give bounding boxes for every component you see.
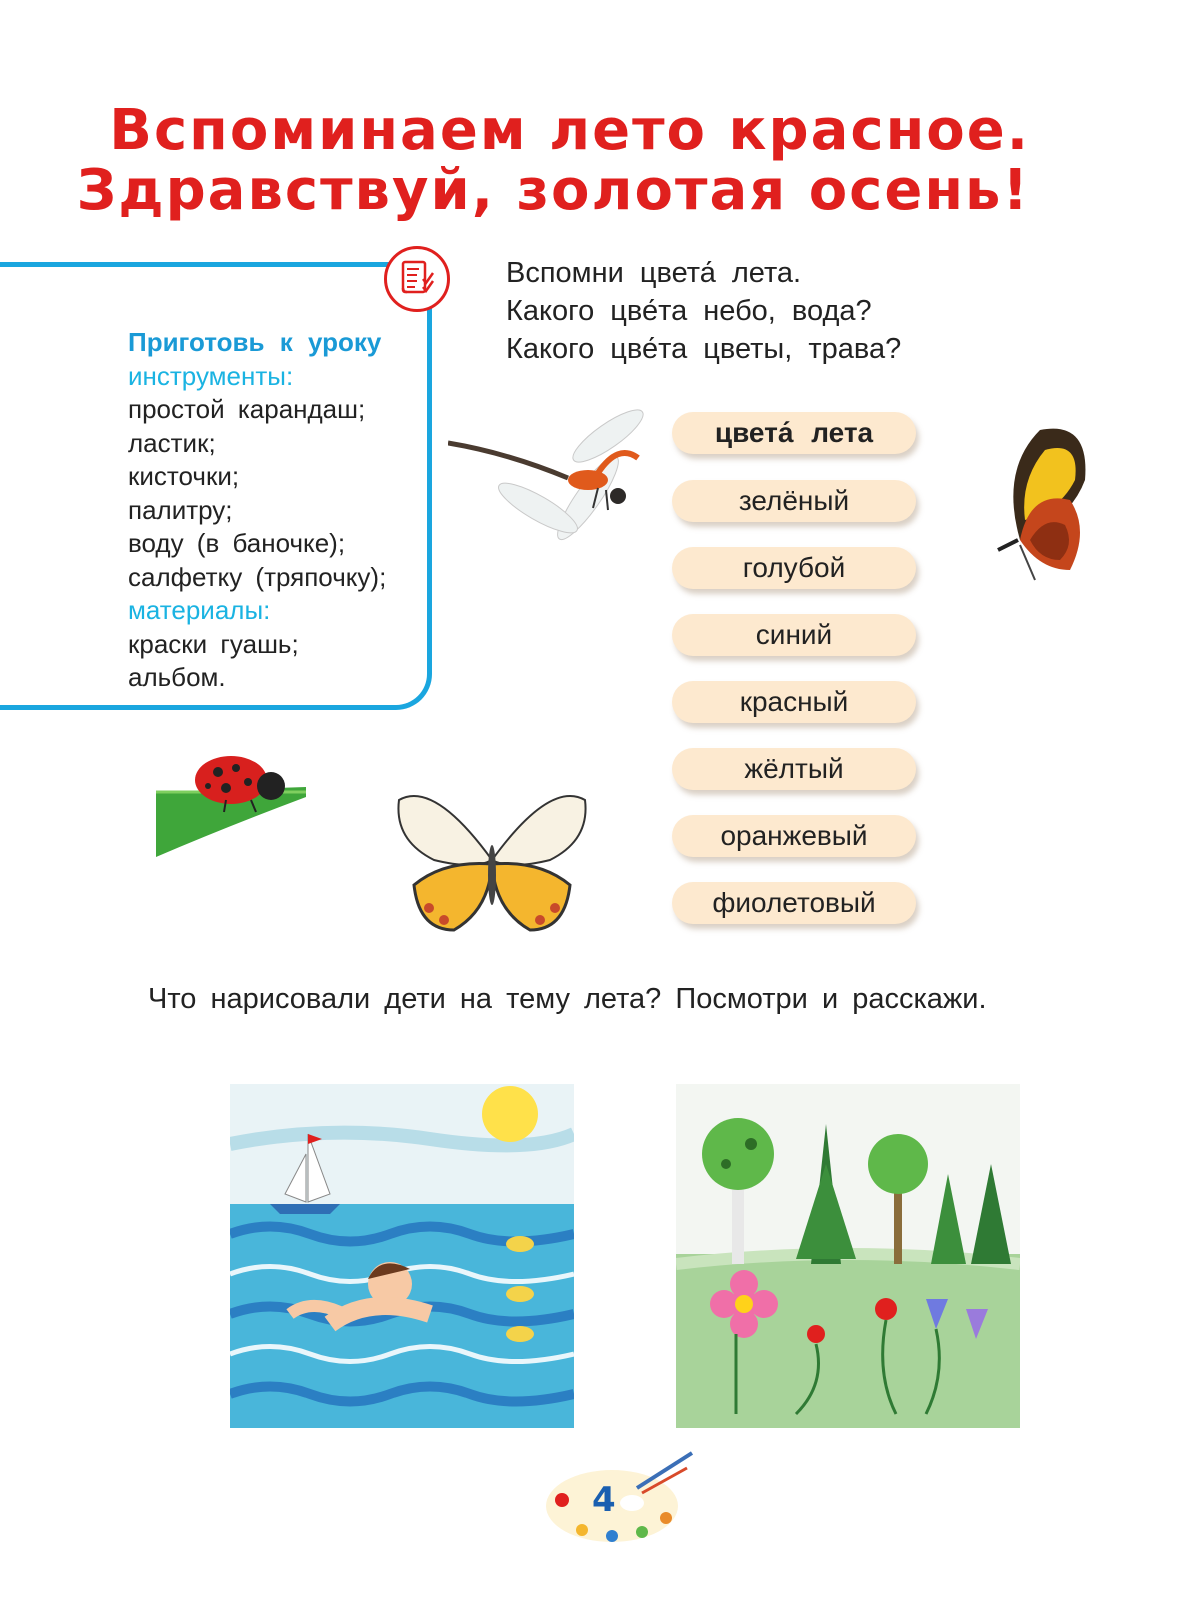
material-item: альбом. bbox=[128, 662, 226, 692]
prep-heading: Приготовь к уроку bbox=[128, 327, 382, 357]
task-text: Что нарисовали дети на тему лета? Посмотри и расскажи. bbox=[148, 983, 987, 1015]
palette-icon bbox=[542, 1448, 702, 1548]
color-tag: фиолетовый bbox=[672, 882, 916, 924]
color-tag: голубой bbox=[672, 547, 916, 589]
intro-line: Вспомни цвета́ лета. bbox=[506, 257, 802, 289]
color-tag: синий bbox=[672, 614, 916, 656]
checklist-icon bbox=[384, 246, 450, 312]
tool-item: салфетку (тряпочку); bbox=[128, 561, 387, 592]
tool-item: палитру; bbox=[128, 494, 233, 525]
intro-line: Какого цве́та цветы, трава? bbox=[506, 333, 902, 365]
page-number: 4 bbox=[592, 1480, 616, 1520]
intro-line: Какого цве́та небо, вода? bbox=[506, 295, 872, 327]
page-title-line-2: Здравствуй, золотая осень! bbox=[76, 158, 1030, 223]
tool-item: ластик; bbox=[128, 427, 216, 458]
tool-item: воду (в баночке); bbox=[128, 528, 346, 558]
tool-item: простой карандаш; bbox=[128, 394, 366, 424]
butterfly-yellow-illustration bbox=[394, 790, 590, 936]
butterfly-right-illustration bbox=[990, 420, 1100, 590]
materials-label: материалы: bbox=[128, 595, 271, 625]
tool-item: кисточки; bbox=[128, 461, 240, 491]
summer-drawing-swimming bbox=[230, 1084, 574, 1428]
color-tag: оранжевый bbox=[672, 815, 916, 857]
material-item: краски гуашь; bbox=[128, 628, 299, 659]
color-tag: красный bbox=[672, 681, 916, 723]
summer-drawing-forest bbox=[676, 1084, 1020, 1428]
colors-header-tag: цвета́ лета bbox=[672, 412, 916, 454]
color-tag: жёлтый bbox=[672, 748, 916, 790]
tools-label: инструменты: bbox=[128, 360, 294, 391]
color-tag: зелёный bbox=[672, 480, 916, 522]
page-title-line-1: Вспоминаем лето красное. bbox=[109, 98, 1030, 163]
dragonfly-illustration bbox=[448, 408, 658, 548]
intro-questions bbox=[506, 254, 901, 368]
ladybug-illustration bbox=[156, 752, 306, 862]
prep-list bbox=[128, 326, 428, 695]
